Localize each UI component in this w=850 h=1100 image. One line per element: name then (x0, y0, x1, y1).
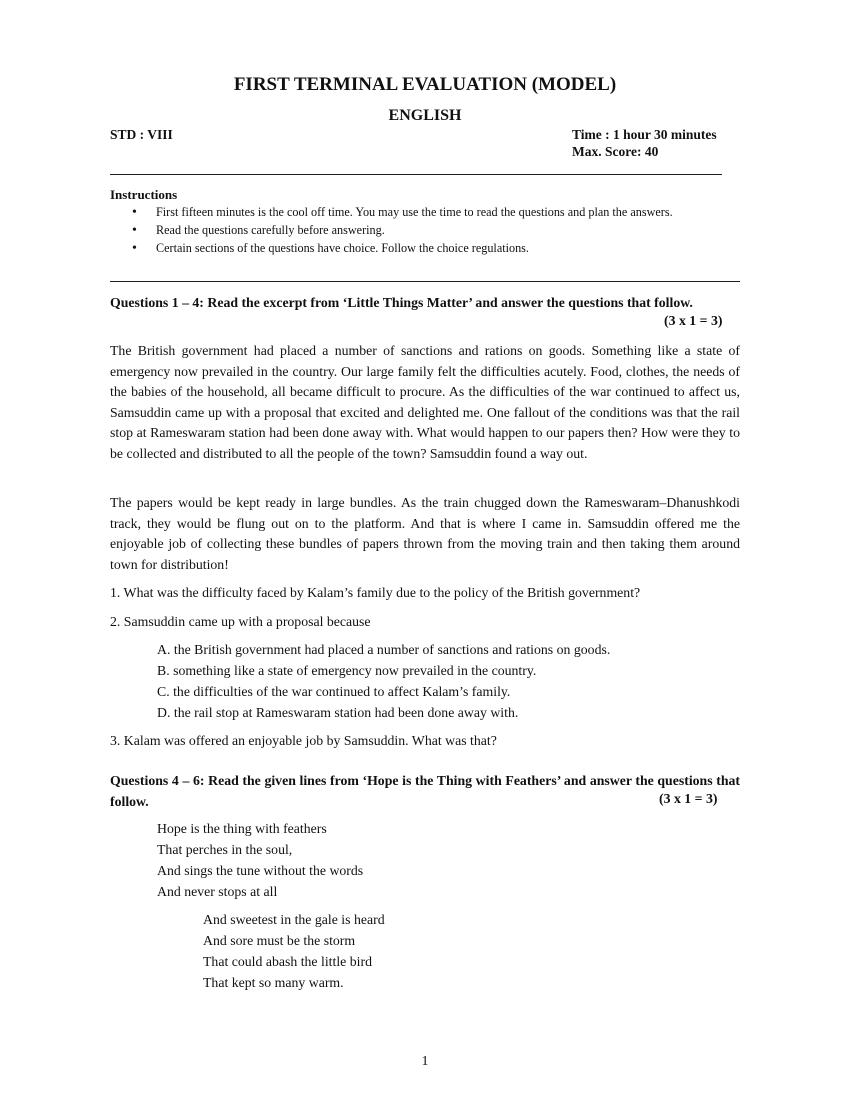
subject-heading: ENGLISH (388, 107, 462, 124)
poem-line: That perches in the soul, (157, 842, 293, 857)
instruction-item: • Certain sections of the questions have choice. Follow the choice regulations. (110, 240, 730, 257)
instruction-item: • First fifteen minutes is the cool off time. You may use the time to read the questions and plan the answers. (110, 204, 730, 221)
max-score-label: Max. Score: 40 (572, 144, 659, 159)
instructions-list (110, 204, 730, 257)
section2-heading: Questions 4 – 6: Read the given lines from ‘Hope is the Thing with Feathers’ and answer the questions that follow. (110, 773, 740, 809)
question-2-option-a: A. the British government had placed a number of sanctions and rations on goods. (157, 642, 611, 657)
time-label: Time : 1 hour 30 minutes (572, 127, 717, 142)
section1-marks: (3 x 1 = 3) (664, 313, 723, 328)
poem-line: And sings the tune without the words (157, 863, 364, 878)
instructions-divider (110, 281, 740, 282)
poem-line: That kept so many warm. (203, 975, 344, 990)
question-2-option-c: C. the difficulties of the war continued to affect Kalam’s family. (157, 684, 511, 699)
poem-line: And sore must be the storm (203, 933, 356, 948)
question-3: 3. Kalam was offered an enjoyable job by Samsuddin. What was that? (110, 733, 497, 748)
page-number: 1 (421, 1054, 429, 1069)
question-2-option-b: B. something like a state of emergency now prevailed in the country. (157, 663, 537, 678)
standard-label: STD : VIII (110, 127, 173, 142)
poem-line: And never stops at all (157, 884, 278, 899)
poem-line: Hope is the thing with feathers (157, 821, 327, 836)
passage-paragraph: The British government had placed a number of sanctions and rations on goods. Something like a state of emergency now prevailed in the country. Our large family felt the difficulties acutely. Food, clothes, the needs of the babies of the household, all became difficult to procure. As the difficulties of the war continued to affect us, Samsuddin came up with a proposal that excited and delighted me. One fallout of the conditions was that the rail stop at Rameswaram station had been done away with. What would happen to our papers then? How were they to be collected and distributed to all the people of the town? Samsuddin found a way out. (110, 343, 740, 461)
header-divider (110, 174, 722, 175)
passage-paragraph: The papers would be kept ready in large bundles. As the train chugged down the Rameswaram–Dhanushkodi track, they would be flung out on to the platform. And that is where I came in. Samsuddin offered me the enjoyable job of collecting these bundles of papers thrown from the moving train and then taking them around town for distribution! (110, 495, 740, 572)
poem-line: That could abash the little bird (203, 954, 372, 969)
instruction-item: • Read the questions carefully before answering. (110, 222, 730, 239)
question-1: 1. What was the difficulty faced by Kalam’s family due to the policy of the British government? (110, 585, 641, 600)
question-2-option-d: D. the rail stop at Rameswaram station had been done away with. (157, 705, 519, 720)
section1-heading: Questions 1 – 4: Read the excerpt from ‘Little Things Matter’ and answer the questions that follow. (110, 295, 693, 310)
section2-marks: (3 x 1 = 3) (659, 791, 718, 806)
poem-line: And sweetest in the gale is heard (203, 912, 385, 927)
instructions-heading: Instructions (110, 187, 178, 202)
question-2: 2. Samsuddin came up with a proposal because (110, 614, 371, 629)
page-title: FIRST TERMINAL EVALUATION (MODEL) (233, 74, 617, 95)
